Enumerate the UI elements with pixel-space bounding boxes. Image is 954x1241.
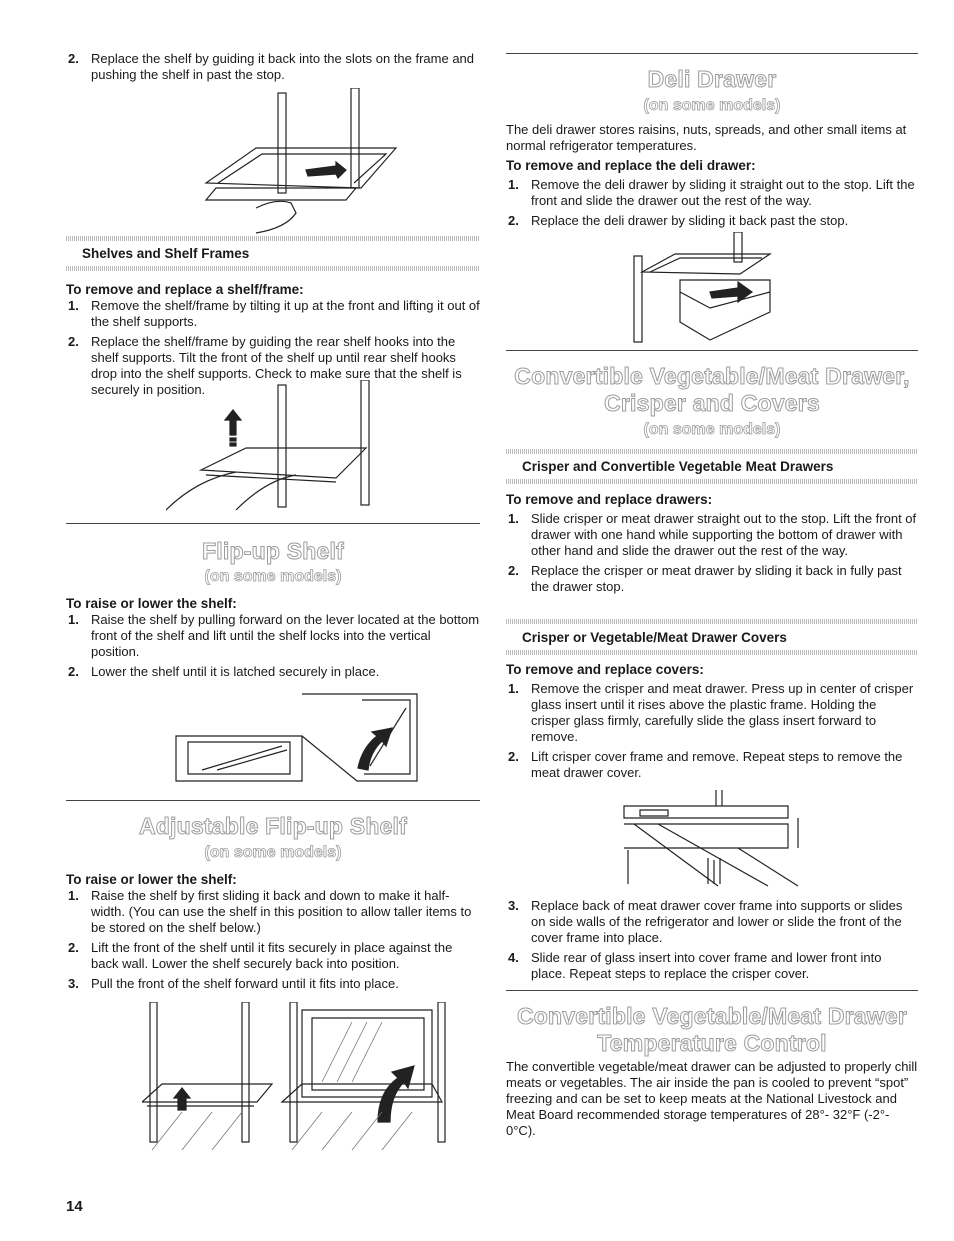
- band-top-hatch: [506, 449, 918, 454]
- list-item: 3. Replace back of meat drawer cover frame into supports or slides on side walls of the refrigerator and lower or slide the front of the cover frame into place.: [508, 898, 903, 945]
- covers-band-title: Crisper or Vegetable/Meat Drawer Covers: [522, 630, 787, 645]
- deli-drawer-note: (on some models): [643, 97, 781, 114]
- temperature-control-text: The convertible vegetable/meat drawer can be adjusted to properly chill meats or vegetables. The air inside the pan is cooled to prevent “spot” freezing and can be set to keep meats at the National Livestock and Meat Board recommended storage temperatures of 28°- 32°F (-2°- 0°C).: [506, 1059, 918, 1138]
- convertible-drawer-title-line2: Crisper and Covers: [604, 390, 820, 416]
- deli-steps: [506, 177, 918, 233]
- list-item: 2. Lift crisper cover frame and remove. Repeat steps to remove the meat drawer cover.: [508, 749, 903, 780]
- adj-raise-subheading: To raise or lower the shelf:: [66, 872, 237, 887]
- covers-steps-part1: [506, 681, 918, 785]
- band-top-hatch: [66, 236, 480, 241]
- covers-steps-part2: [506, 898, 918, 986]
- list-item: 4. Slide rear of glass insert into cover frame and lower front into place. Repeat steps to replace the crisper cover.: [508, 950, 882, 981]
- flip-up-shelf-note: (on some models): [204, 568, 342, 585]
- band-bottom-hatch: [66, 266, 480, 271]
- drawers-subheading: To remove and replace drawers:: [506, 492, 713, 507]
- list-item: 2. Lift the front of the shelf until it fits securely in place against the back wall. Lower the shelf securely back into position.: [68, 940, 453, 971]
- temperature-control-title-line1: Convertible Vegetable/Meat Drawer: [516, 1003, 908, 1029]
- drawers-steps: [506, 511, 918, 599]
- list-item: 1. Raise the shelf by pulling forward on the lever located at the bottom front of the shelf and lift until the shelf locks into the vertical position.: [68, 612, 480, 659]
- list-item: 2. Replace the shelf by guiding it back into the slots on the frame and pushing the shelf in past the stop.: [68, 51, 475, 82]
- list-item: 1. Remove the shelf/frame by tilting it up at the front and lifting it out of the shelf supports.: [68, 298, 480, 329]
- list-item: 2. Lower the shelf until it is latched securely in place.: [68, 664, 380, 679]
- section-divider: [66, 800, 480, 801]
- crisper-band-title: Crisper and Convertible Vegetable Meat Drawers: [522, 459, 834, 474]
- list-item: 3. Pull the front of the shelf forward until it fits into place.: [68, 976, 399, 991]
- flip-up-shelf-title: Flip-up Shelf: [202, 538, 344, 564]
- flip-up-shelf-illustration: [172, 686, 432, 794]
- list-item: 1. Slide crisper or meat drawer straight out to the stop. Lift the front of drawer with one hand while supporting the bottom of drawer with other hand and slide the drawer out the rest of the way.: [508, 511, 917, 558]
- deli-subheading: To remove and replace the deli drawer:: [506, 158, 756, 173]
- crisper-cover-illustration: [618, 788, 818, 890]
- shelf-frame-subheading: To remove and replace a shelf/frame:: [66, 282, 304, 297]
- shelves-band-title: Shelves and Shelf Frames: [82, 246, 250, 261]
- flip-steps: [66, 612, 480, 684]
- adjustable-shelf-illustration: [142, 1002, 482, 1152]
- adjustable-flip-up-shelf-title: Adjustable Flip-up Shelf: [138, 813, 408, 839]
- list-item: 2. Replace the deli drawer by sliding it back past the stop.: [508, 213, 849, 228]
- shelf-replace-steps: [66, 51, 480, 87]
- adj-steps: [66, 888, 480, 996]
- list-item: 2. Replace the crisper or meat drawer by sliding it back in fully past the drawer stop.: [508, 563, 902, 594]
- section-divider: [506, 350, 918, 351]
- deli-intro: The deli drawer stores raisins, nuts, spreads, and other small items at normal refrigerator temperatures.: [506, 122, 907, 153]
- list-item: 1. Remove the crisper and meat drawer. Press up in center of crisper glass insert until it rises above the plastic frame. Holding the crisper glass firmly, carefully slide the glass insert forward to remove.: [508, 681, 914, 744]
- convertible-drawer-note: (on some models): [643, 421, 781, 438]
- list-item: 1. Raise the shelf by first sliding it back and down to make it half-width. (You can use the shelf in this position to allow taller items to be stored on the shelf below.): [68, 888, 472, 935]
- shelf-tilt-illustration: [166, 380, 456, 512]
- shelf-slide-illustration: [196, 88, 436, 236]
- deli-drawer-title: Deli Drawer: [647, 66, 777, 92]
- section-divider: [66, 523, 480, 524]
- page-number: 14: [66, 1198, 83, 1215]
- convertible-drawer-title-line1: Convertible Vegetable/Meat Drawer,: [514, 363, 910, 389]
- band-bottom-hatch: [506, 479, 918, 484]
- list-item: 2. Replace the shelf/frame by guiding the rear shelf hooks into the shelf supports. Tilt the front of the shelf up until rear shelf hooks drop into the shelf supports. Check to make sure that the shelf is securely in position.: [68, 334, 462, 397]
- section-divider: [506, 990, 918, 991]
- deli-drawer-illustration: [630, 232, 790, 344]
- band-bottom-hatch: [506, 650, 918, 655]
- covers-subheading: To remove and replace covers:: [506, 662, 704, 677]
- section-divider: [506, 53, 918, 54]
- adjustable-flip-up-shelf-note: (on some models): [204, 844, 342, 861]
- flip-raise-subheading: To raise or lower the shelf:: [66, 596, 237, 611]
- list-item: 1. Remove the deli drawer by sliding it straight out to the stop. Lift the front and slide the drawer out the rest of the way.: [508, 177, 915, 208]
- band-top-hatch: [506, 619, 918, 624]
- temperature-control-title-line2: Temperature Control: [597, 1030, 827, 1056]
